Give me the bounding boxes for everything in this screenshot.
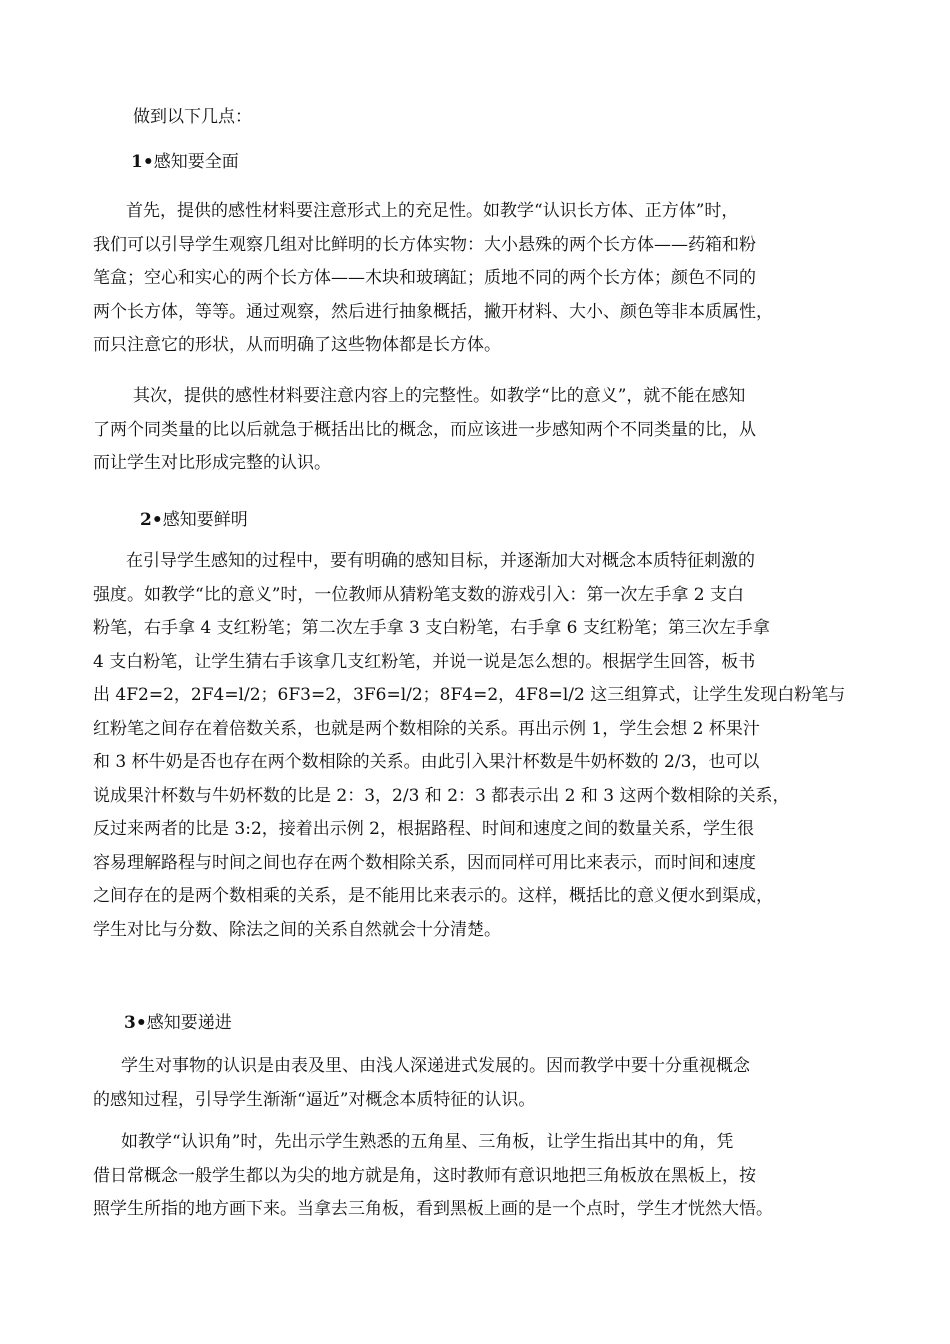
paragraph-3	[93, 545, 855, 947]
section-number: 1•	[131, 152, 154, 172]
text-line: 粉笔，右手拿 4 支红粉笔；第二次左手拿 3 支白粉笔，右手拿 6 支红粉笔；第三次左手拿	[93, 618, 770, 638]
text-line: 反过来两者的比是 3:2，接着出示例 2，根据路程、时间和速度之间的数量关系，学生很	[93, 819, 754, 839]
text-line: 如教学“认识角”时，先出示学生熟悉的五角星、三角板，让学生指出其中的角，凭	[121, 1132, 734, 1152]
text-line: 其次，提供的感性材料要注意内容上的完整性。如教学“比的意义”，就不能在感知	[133, 386, 746, 406]
text-line: 借日常概念一般学生都以为尖的地方就是角，这时教师有意识地把三角板放在黑板上，按	[93, 1165, 756, 1186]
section-number: 2•	[140, 510, 163, 530]
text-line: 笔盒；空心和实心的两个长方体——木块和玻璃缸；质地不同的两个长方体；颜色不同的	[93, 268, 756, 288]
text-line: 首先，提供的感性材料要注意形式上的充足性。如教学“认识长方体、正方体”时，	[126, 201, 739, 221]
section-title: 感知要递进	[146, 1013, 232, 1033]
intro-line	[133, 102, 252, 127]
text-line: 我们可以引导学生观察几组对比鲜明的长方体实物：大小悬殊的两个长方体——药箱和粉	[93, 234, 756, 255]
text-line: 出 4F2=2，2F4=l/2；6F3=2，3F6=l/2；8F4=2，4F8=l/2 这三组算式，让学生发现白粉笔与	[93, 685, 846, 705]
text-line: 两个长方体，等等。通过观察，然后进行抽象概括，撇开材料、大小、颜色等非本质属性，	[93, 301, 773, 322]
paragraph-2	[93, 380, 855, 481]
text-line: 学生对比与分数、除法之间的关系自然就会十分清楚。	[93, 919, 501, 940]
text-line: 和 3 杯牛奶是否也存在两个数相除的关系。由此引入果汁杯数是牛奶杯数的 2/3，也可以	[93, 752, 760, 772]
text-line: 在引导学生感知的过程中，要有明确的感知目标，并逐渐加大对概念本质特征刺激的	[126, 551, 755, 571]
intro-text: 做到以下几点：	[133, 107, 252, 127]
text-line: 了两个同类量的比以后就急于概括出比的概念，而应该进一步感知两个不同类量的比，从	[93, 419, 756, 440]
section-heading-1	[131, 147, 239, 172]
text-line: 而只注意它的形状，从而明确了这些物体都是长方体。	[93, 335, 501, 355]
text-line: 红粉笔之间存在着倍数关系，也就是两个数相除的关系。再出示例 1，学生会想 2 杯果汁	[93, 718, 760, 739]
text-line: 学生对事物的认识是由表及里、由浅人深递进式发展的。因而教学中要十分重视概念	[121, 1056, 750, 1076]
paragraph-5	[93, 1126, 855, 1227]
text-line: 4 支白粉笔，让学生猜右手该拿几支红粉笔，并说一说是怎么想的。根据学生回答，板书	[93, 651, 756, 672]
text-line: 照学生所指的地方画下来。当拿去三角板，看到黑板上画的是一个点时，学生才恍然大悟。	[93, 1199, 773, 1219]
text-line: 容易理解路程与时间之间也存在两个数相除关系，因而同样可用比来表示，而时间和速度	[93, 852, 756, 873]
text-line: 之间存在的是两个数相乘的关系，是不能用比来表示的。这样，概括比的意义便水到渠成，	[93, 886, 773, 906]
section-heading-3	[124, 1008, 232, 1033]
text-line: 而让学生对比形成完整的认识。	[93, 453, 331, 473]
paragraph-1	[93, 195, 855, 363]
paragraph-4	[93, 1050, 855, 1117]
section-title: 感知要鲜明	[162, 510, 248, 530]
section-title: 感知要全面	[153, 152, 239, 172]
section-number: 3•	[124, 1013, 147, 1033]
text-line: 的感知过程，引导学生渐渐“逼近”对概念本质特征的认识。	[93, 1089, 536, 1110]
section-heading-2	[140, 505, 248, 530]
text-line: 说成果汁杯数与牛奶杯数的比是 2：3，2/3 和 2：3 都表示出 2 和 3 这两个数相除的关系，	[93, 785, 790, 806]
text-line: 强度。如教学“比的意义”时，一位教师从猜粉笔支数的游戏引入：第一次左手拿 2 支白	[93, 584, 745, 605]
